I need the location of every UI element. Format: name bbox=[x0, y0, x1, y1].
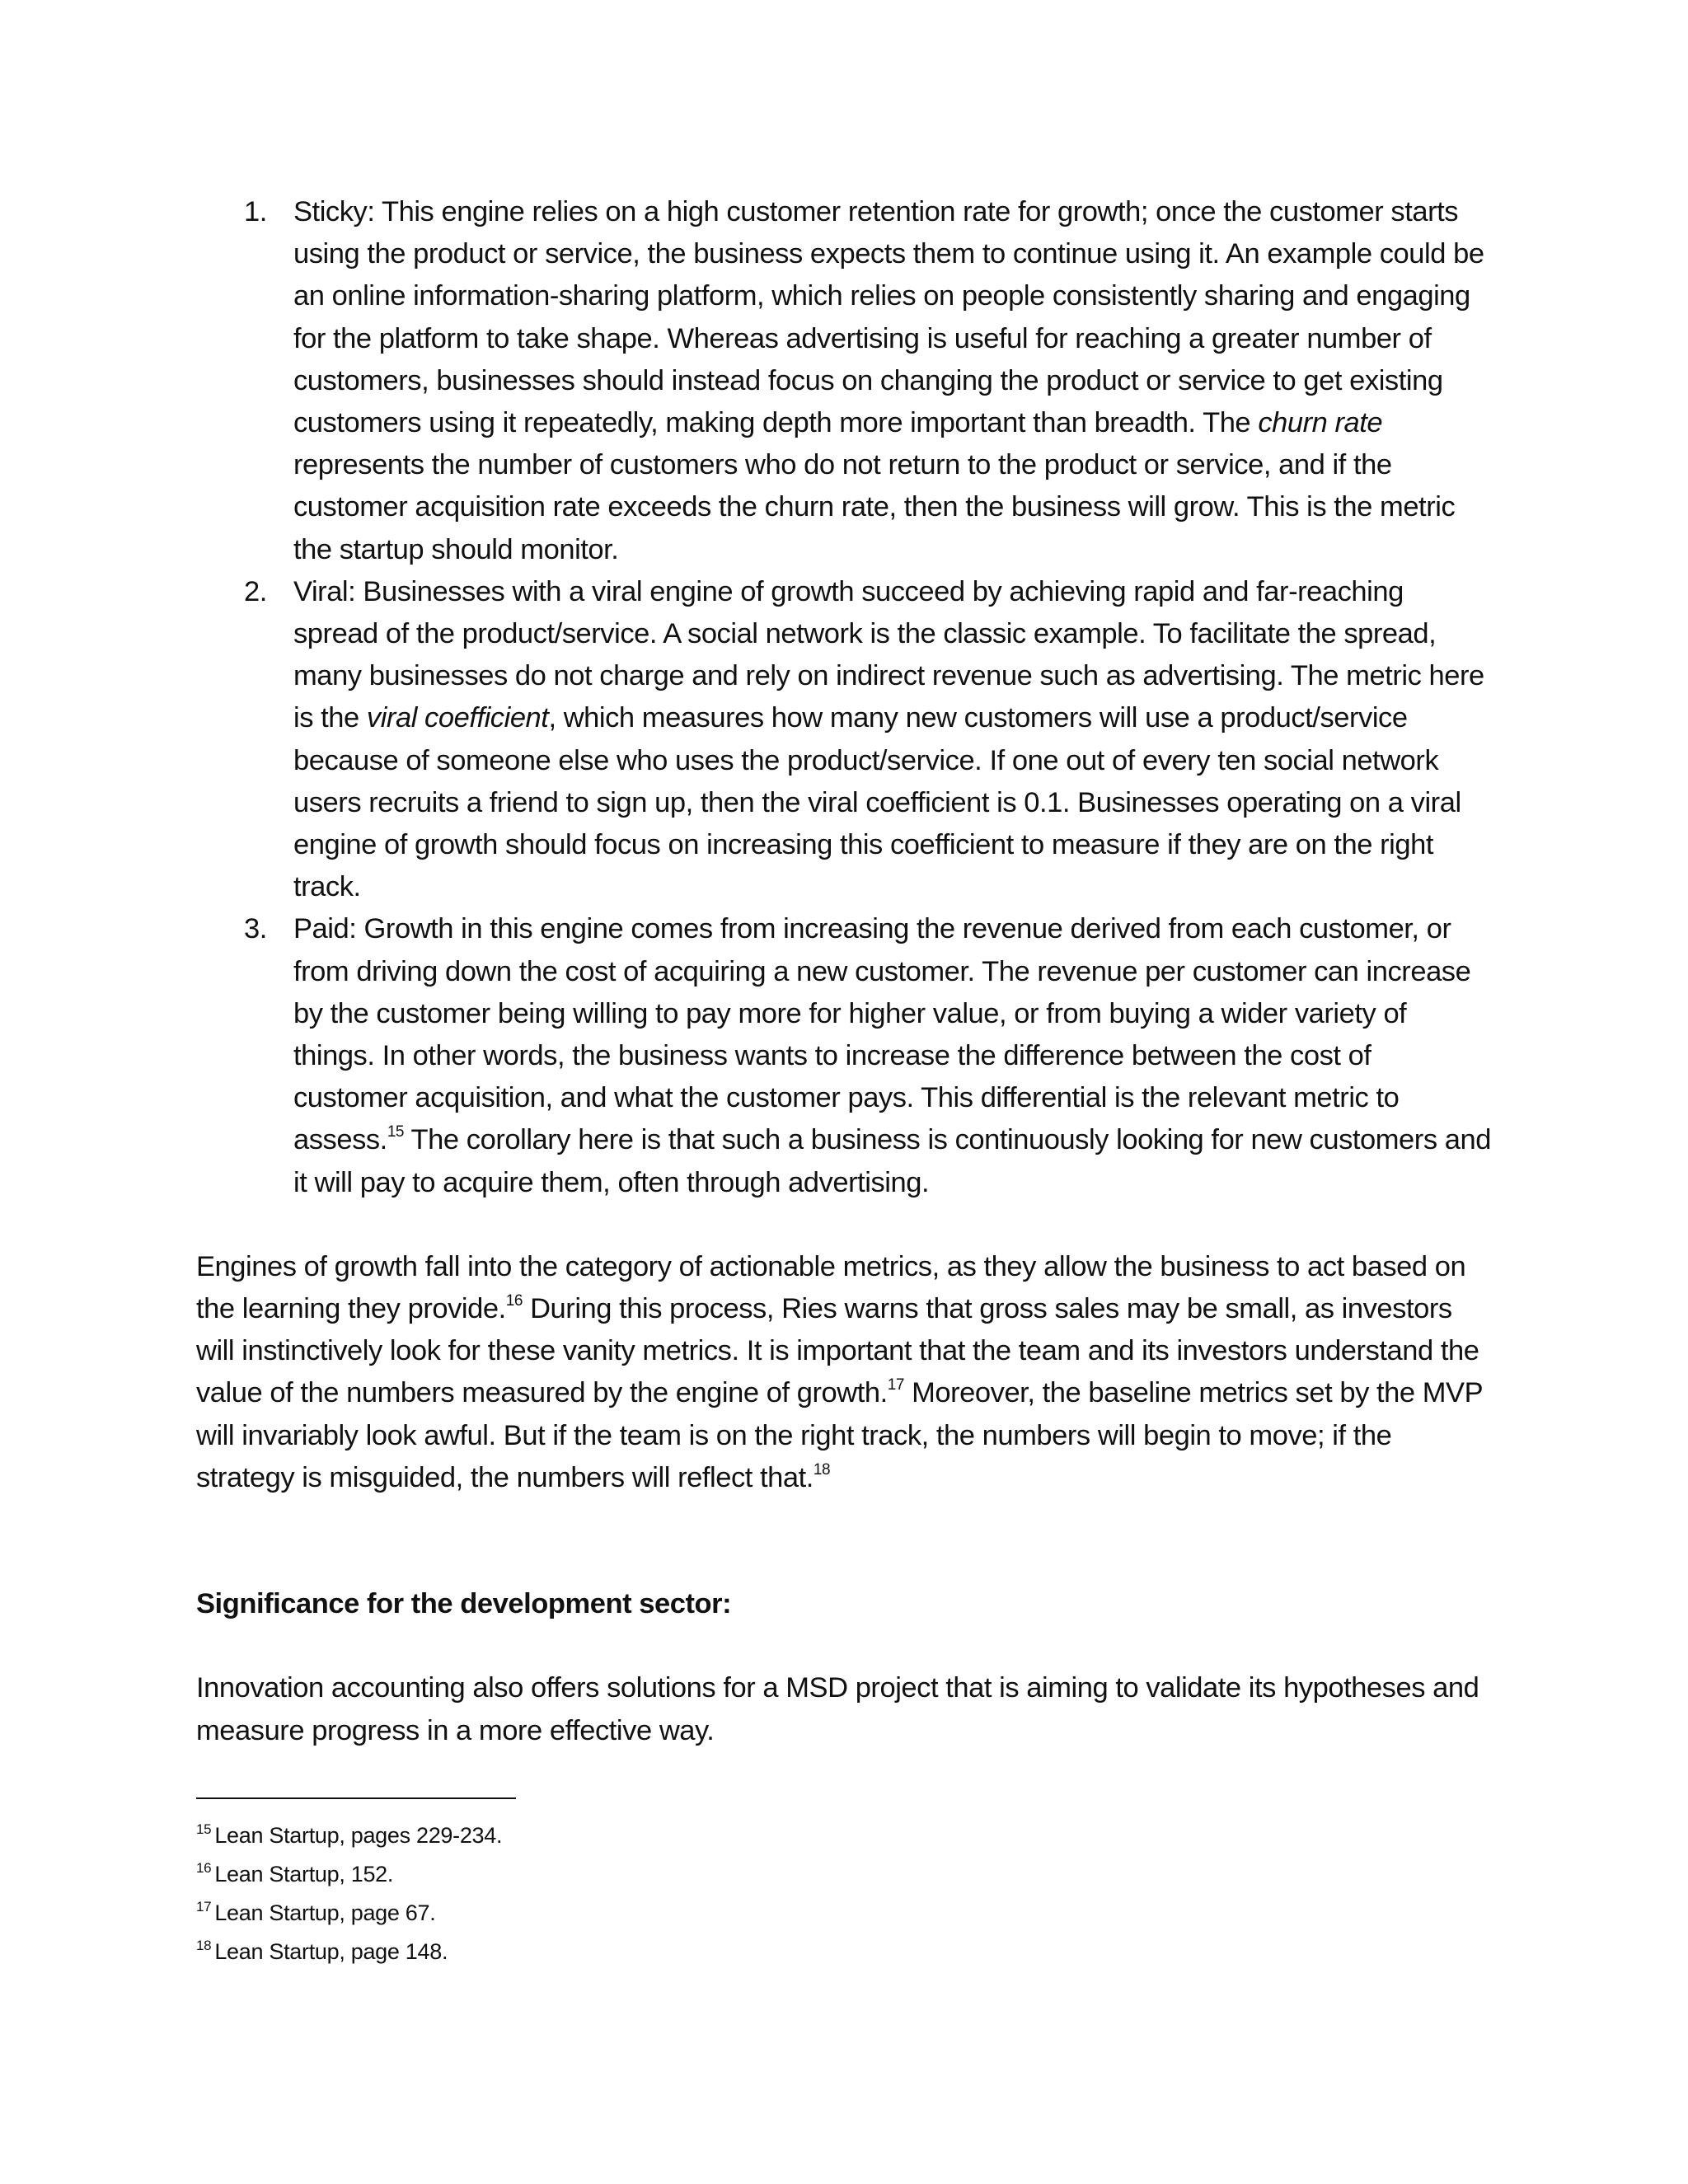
item-text: : Businesses with a viral engine of growth succeed by achieving rapid and far-reaching spread of the product/service. A social network is the classic example. To facilitate the spread, many businesses do not charge and rely on indirect revenue such as advertising. The metric here is the bbox=[293, 575, 1484, 734]
footnote bbox=[196, 1816, 1185, 1855]
footnotes bbox=[196, 1816, 1185, 1971]
footnote-number: 15 bbox=[196, 1821, 212, 1837]
item-text: , which measures how many new customers will use a product/service because of someone else who uses the product/service. If one out of every ten social network users recruits a friend to sign up, then the viral coefficient is 0.1. Businesses operating on a viral engine of growth should focus on increasing this coefficient to measure if they are on the right track. bbox=[293, 702, 1461, 903]
item-label: Paid bbox=[293, 913, 349, 945]
list-number: 3. bbox=[244, 913, 267, 945]
paragraph-text: During this process, Ries warns that gross sales may be small, as investors will instinctively look for these vanity metrics. It is important that the team and its investors understand the value of the numbers measured by the engine of growth. bbox=[196, 1293, 1479, 1409]
footnote-text: Lean Startup, 152. bbox=[214, 1862, 394, 1886]
footnote-number: 16 bbox=[196, 1860, 212, 1876]
footnote-reference[interactable]: 18 bbox=[813, 1460, 831, 1479]
list-number: 2. bbox=[244, 575, 267, 607]
list-item bbox=[244, 191, 1492, 571]
section-body: Innovation accounting also offers solutions for a MSD project that is aiming to validate its hypotheses and measure progress in a more effective way. bbox=[196, 1672, 1479, 1746]
page-content bbox=[196, 191, 1492, 1752]
section-heading: Significance for the development sector: bbox=[196, 1588, 732, 1620]
footnote bbox=[196, 1894, 1185, 1933]
footnote-reference[interactable]: 17 bbox=[887, 1376, 904, 1394]
list-item bbox=[244, 908, 1492, 1203]
item-emphasis: viral coefficient bbox=[366, 702, 549, 734]
footnote-text: Lean Startup, pages 229-234. bbox=[214, 1823, 503, 1848]
paragraph-text: Moreover, the baseline metrics set by the MVP will invariably look awful. But if the team is on the right track, the numbers will begin to move; if the strategy is misguided, the numbers will reflect that. bbox=[196, 1377, 1483, 1493]
footnote-divider bbox=[196, 1797, 516, 1799]
footnote bbox=[196, 1855, 1185, 1894]
item-text: : This engine relies on a high customer retention rate for growth; once the customer starts using the product or service, the business expects them to continue using it. An example could be an online information-sharing platform, which relies on people consistently sharing and engaging for the platform to take shape. Whereas advertising is useful for reaching a greater number of customers, businesses should instead focus on changing the product or service to get existing customers using it repeatedly, making depth more important than breadth. The bbox=[293, 196, 1484, 439]
footnote-text: Lean Startup, page 148. bbox=[214, 1939, 448, 1964]
footnote-reference[interactable]: 16 bbox=[505, 1292, 523, 1310]
item-label: Viral bbox=[293, 575, 349, 607]
item-text: : Growth in this engine comes from increasing the revenue derived from each customer, or from driving down the cost of acquiring a new customer. The revenue per customer can increase by the customer being willing to pay more for higher value, or from buying a wider variety of things. In other words, the business wants to increase the difference between the cost of customer acquisition, and what the customer pays. This differential is the relevant metric to assess. bbox=[293, 913, 1471, 1156]
body-paragraph bbox=[196, 1246, 1492, 1499]
item-emphasis: churn rate bbox=[1258, 407, 1383, 439]
footnote-number: 17 bbox=[196, 1899, 212, 1915]
footnote-text: Lean Startup, page 67. bbox=[214, 1900, 436, 1925]
footnote-reference[interactable]: 15 bbox=[387, 1123, 405, 1141]
list-number: 1. bbox=[244, 196, 267, 227]
footnote-number: 18 bbox=[196, 1938, 212, 1953]
item-text: represents the number of customers who do not return to the product or service, and if the customer acquisition rate exceeds the churn rate, then the business will grow. This is the metric the startup should monitor. bbox=[293, 449, 1456, 565]
item-text: The corollary here is that such a business is continuously looking for new customers and it will pay to acquire them, often through advertising. bbox=[293, 1124, 1491, 1198]
paragraph-text: Engines of growth fall into the category of actionable metrics, as they allow the business to act based on the learning they provide. bbox=[196, 1250, 1466, 1325]
growth-engines-list bbox=[196, 191, 1492, 1204]
list-item bbox=[244, 571, 1492, 909]
footnote bbox=[196, 1933, 1185, 1971]
item-label: Sticky bbox=[293, 196, 368, 227]
